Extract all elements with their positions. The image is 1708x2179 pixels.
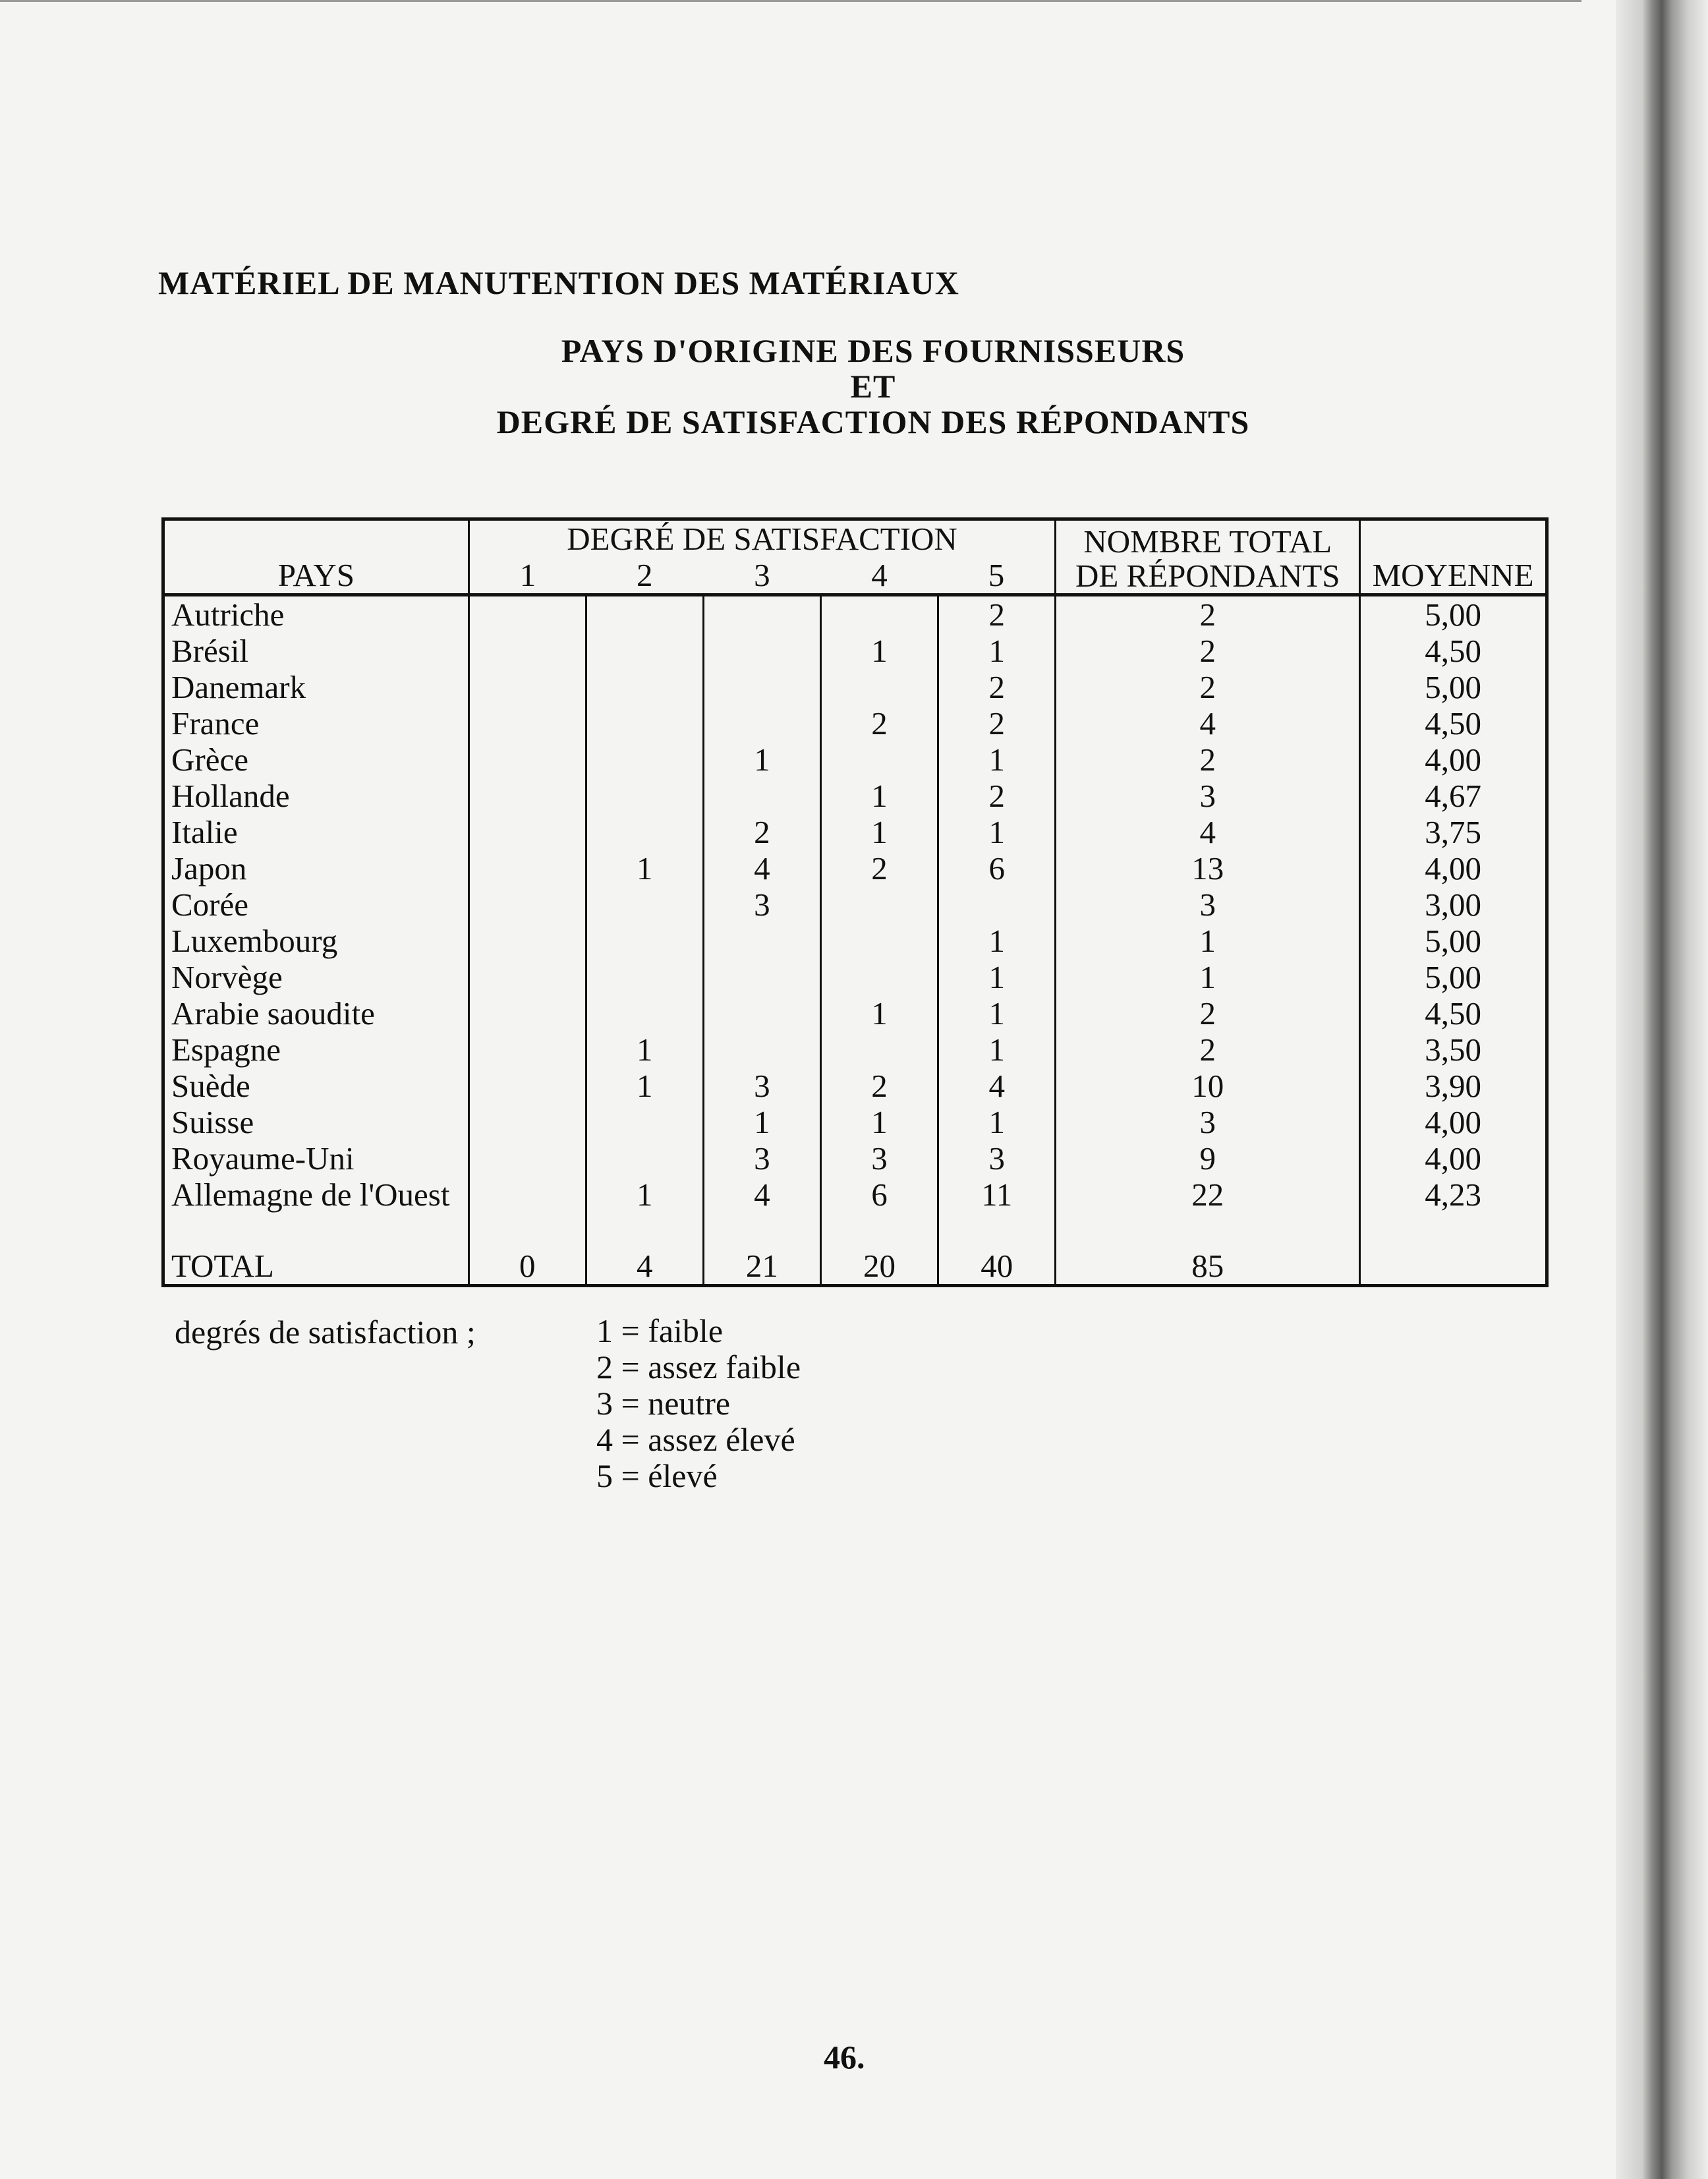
legend-item: 3 = neutre	[596, 1385, 731, 1422]
cell-level-3: 1	[703, 1104, 820, 1140]
spacer-cell	[820, 1213, 938, 1244]
cell-level-5: 4	[938, 1068, 1056, 1104]
cell-level-3	[703, 778, 820, 814]
table-row	[163, 741, 1547, 778]
cell-level-2	[586, 595, 703, 633]
header-level-1: 1	[469, 557, 586, 595]
cell-level-5: 1	[938, 633, 1056, 669]
subtitle-line-1: PAYS D'ORIGINE DES FOURNISSEURS	[561, 332, 1185, 369]
cell-level-3: 3	[703, 886, 820, 923]
page-number: 46.	[824, 2039, 865, 2076]
cell-level-3	[703, 959, 820, 995]
cell-total: 3	[1056, 778, 1360, 814]
cell-level-4: 20	[820, 1244, 938, 1286]
table-row	[163, 886, 1547, 923]
header-total	[1056, 519, 1360, 595]
spacer-cell	[1360, 1213, 1547, 1244]
cell-pays: Luxembourg	[163, 923, 469, 959]
header-total-line1: NOMBRE TOTAL	[1083, 523, 1332, 560]
legend-item: 2 = assez faible	[596, 1349, 801, 1385]
cell-pays: Hollande	[163, 778, 469, 814]
table-row	[163, 850, 1547, 886]
cell-pays: Allemagne de l'Ouest	[163, 1177, 469, 1213]
cell-level-5: 1	[938, 1104, 1056, 1140]
cell-level-2	[586, 1104, 703, 1140]
cell-level-4: 1	[820, 1104, 938, 1140]
cell-level-3: 2	[703, 814, 820, 850]
cell-level-3	[703, 923, 820, 959]
cell-level-4: 1	[820, 633, 938, 669]
cell-moyenne: 4,67	[1425, 778, 1481, 814]
cell-level-5: 1	[938, 741, 1056, 778]
cell-moyenne: 4,00	[1425, 850, 1481, 886]
header-level-2: 2	[586, 557, 703, 595]
cell-level-2: 1	[586, 1177, 703, 1213]
cell-pays: Royaume-Uni	[163, 1140, 469, 1177]
cell-level-5	[938, 886, 1056, 923]
cell-pays: Suède	[163, 1068, 469, 1104]
cell-total: 2	[1056, 995, 1360, 1031]
spacer-cell	[703, 1213, 820, 1244]
cell-level-2	[586, 669, 703, 705]
cell-level-1: 0	[469, 1244, 586, 1286]
table-row	[163, 1031, 1547, 1068]
cell-level-4	[820, 669, 938, 705]
header-total-line2: DE RÉPONDANTS	[1075, 558, 1340, 594]
cell-pays: Arabie saoudite	[163, 995, 469, 1031]
cell-moyenne: 3,90	[1425, 1068, 1481, 1104]
cell-level-4	[820, 741, 938, 778]
cell-pays: Danemark	[163, 669, 469, 705]
cell-level-4: 6	[820, 1177, 938, 1213]
spacer-cell	[1056, 1213, 1360, 1244]
cell-level-5: 3	[938, 1140, 1056, 1177]
cell-level-2	[586, 633, 703, 669]
cell-pays: Italie	[163, 814, 469, 850]
cell-pays: Japon	[163, 850, 469, 886]
cell-level-3: 3	[703, 1068, 820, 1104]
cell-level-1	[469, 886, 586, 923]
cell-level-4: 2	[820, 1068, 938, 1104]
main-title: MATÉRIEL DE MANUTENTION DES MATÉRIAUX	[158, 264, 959, 301]
cell-level-4: 3	[820, 1140, 938, 1177]
spacer-cell	[586, 1213, 703, 1244]
table-row	[163, 595, 1547, 633]
cell-moyenne: 4,00	[1425, 1140, 1481, 1177]
top-border	[0, 0, 1581, 2]
header-moyenne-label: MOYENNE	[1372, 557, 1534, 593]
cell-total: 85	[1056, 1244, 1360, 1286]
table-row	[163, 705, 1547, 741]
cell-level-4: 1	[820, 995, 938, 1031]
cell-level-4: 1	[820, 778, 938, 814]
cell-level-5: 1	[938, 995, 1056, 1031]
table-row	[163, 1104, 1547, 1140]
header-pays	[163, 519, 469, 595]
cell-level-1	[469, 778, 586, 814]
cell-level-4: 2	[820, 705, 938, 741]
legend-item: 4 = assez élevé	[596, 1421, 795, 1458]
header-moyenne	[1360, 519, 1547, 595]
satisfaction-table	[161, 517, 1549, 1287]
cell-level-2	[586, 705, 703, 741]
cell-moyenne: 4,00	[1425, 1104, 1481, 1140]
header-pays-label: PAYS	[277, 557, 355, 593]
cell-moyenne: 5,00	[1425, 596, 1481, 633]
cell-level-2: 4	[586, 1244, 703, 1286]
cell-pays: TOTAL	[163, 1244, 469, 1286]
cell-total: 9	[1056, 1140, 1360, 1177]
cell-level-1	[469, 633, 586, 669]
cell-level-3	[703, 1031, 820, 1068]
table-row	[163, 995, 1547, 1031]
cell-total: 2	[1056, 595, 1360, 633]
cell-level-5: 2	[938, 595, 1056, 633]
cell-level-1	[469, 595, 586, 633]
cell-pays: Espagne	[163, 1031, 469, 1068]
cell-level-5: 1	[938, 1031, 1056, 1068]
legend-list	[596, 1313, 801, 1494]
cell-level-1	[469, 814, 586, 850]
total-row	[163, 1244, 1547, 1286]
cell-moyenne	[1360, 1244, 1547, 1286]
cell-pays: Norvège	[163, 959, 469, 995]
cell-level-5: 2	[938, 669, 1056, 705]
cell-level-2	[586, 959, 703, 995]
legend-item: 1 = faible	[596, 1312, 724, 1349]
cell-level-1	[469, 923, 586, 959]
cell-total: 2	[1056, 1031, 1360, 1068]
cell-level-2	[586, 886, 703, 923]
cell-total: 2	[1056, 669, 1360, 705]
cell-level-1	[469, 850, 586, 886]
cell-moyenne: 4,00	[1425, 741, 1481, 778]
table-row	[163, 814, 1547, 850]
cell-total: 2	[1056, 633, 1360, 669]
cell-level-3: 3	[703, 1140, 820, 1177]
table-row	[163, 923, 1547, 959]
cell-level-1	[469, 1140, 586, 1177]
cell-level-2	[586, 923, 703, 959]
cell-level-2: 1	[586, 850, 703, 886]
cell-level-4	[820, 1031, 938, 1068]
cell-total: 4	[1056, 705, 1360, 741]
cell-pays: Corée	[163, 886, 469, 923]
cell-level-1	[469, 1068, 586, 1104]
cell-level-4	[820, 923, 938, 959]
cell-level-2	[586, 1140, 703, 1177]
cell-level-3: 4	[703, 850, 820, 886]
spacer-cell	[163, 1213, 469, 1244]
legend-item: 5 = élevé	[596, 1457, 718, 1494]
cell-moyenne: 4,50	[1425, 995, 1481, 1031]
table-body	[163, 595, 1547, 1286]
header-level-3: 3	[703, 557, 820, 595]
cell-level-5: 1	[938, 814, 1056, 850]
cell-level-1	[469, 1177, 586, 1213]
subtitle-line-3: DEGRÉ DE SATISFACTION DES RÉPONDANTS	[496, 403, 1250, 440]
header-level-5: 5	[938, 557, 1056, 595]
cell-moyenne: 4,23	[1425, 1177, 1481, 1213]
cell-level-3	[703, 669, 820, 705]
cell-total: 10	[1056, 1068, 1360, 1104]
table-row	[163, 1177, 1547, 1213]
cell-level-3	[703, 595, 820, 633]
cell-total: 4	[1056, 814, 1360, 850]
cell-level-1	[469, 995, 586, 1031]
spacer-cell	[469, 1213, 586, 1244]
cell-level-2	[586, 778, 703, 814]
cell-moyenne: 5,00	[1425, 923, 1481, 959]
subtitle-block	[461, 333, 1285, 440]
table-row	[163, 669, 1547, 705]
cell-level-5: 2	[938, 778, 1056, 814]
table-row	[163, 778, 1547, 814]
cell-pays: Grèce	[163, 741, 469, 778]
cell-level-2	[586, 995, 703, 1031]
header-degre: DEGRÉ DE SATISFACTION	[567, 521, 957, 557]
cell-level-4: 1	[820, 814, 938, 850]
page-binding-edge	[1616, 0, 1708, 2179]
cell-level-3: 21	[703, 1244, 820, 1286]
cell-level-5: 6	[938, 850, 1056, 886]
header-level-4: 4	[820, 557, 938, 595]
cell-pays: France	[163, 705, 469, 741]
cell-pays: Brésil	[163, 633, 469, 669]
cell-total: 3	[1056, 1104, 1360, 1140]
cell-level-2: 1	[586, 1068, 703, 1104]
cell-total: 13	[1056, 850, 1360, 886]
cell-level-3	[703, 995, 820, 1031]
table-row	[163, 959, 1547, 995]
cell-level-5: 40	[938, 1244, 1056, 1286]
cell-level-3	[703, 705, 820, 741]
cell-level-5: 11	[938, 1177, 1056, 1213]
cell-level-1	[469, 1031, 586, 1068]
table-row	[163, 1140, 1547, 1177]
cell-level-5: 1	[938, 923, 1056, 959]
cell-moyenne: 3,50	[1425, 1031, 1481, 1068]
cell-level-4	[820, 886, 938, 923]
cell-level-4	[820, 595, 938, 633]
cell-level-3: 1	[703, 741, 820, 778]
cell-moyenne: 5,00	[1425, 959, 1481, 995]
cell-level-5: 2	[938, 705, 1056, 741]
cell-level-3	[703, 633, 820, 669]
spacer-row	[163, 1213, 1547, 1244]
cell-total: 3	[1056, 886, 1360, 923]
cell-pays: Suisse	[163, 1104, 469, 1140]
cell-level-1	[469, 959, 586, 995]
cell-level-1	[469, 705, 586, 741]
cell-level-5: 1	[938, 959, 1056, 995]
table-row	[163, 633, 1547, 669]
cell-moyenne: 3,75	[1425, 814, 1481, 850]
cell-moyenne: 4,50	[1425, 633, 1481, 669]
cell-moyenne: 5,00	[1425, 669, 1481, 705]
cell-level-2: 1	[586, 1031, 703, 1068]
cell-moyenne: 4,50	[1425, 705, 1481, 741]
cell-total: 2	[1056, 741, 1360, 778]
cell-level-3: 4	[703, 1177, 820, 1213]
cell-level-2	[586, 741, 703, 778]
cell-total: 1	[1056, 923, 1360, 959]
table-row	[163, 1068, 1547, 1104]
cell-level-2	[586, 814, 703, 850]
cell-total: 1	[1056, 959, 1360, 995]
cell-pays: Autriche	[163, 595, 469, 633]
cell-level-4	[820, 959, 938, 995]
cell-level-1	[469, 669, 586, 705]
cell-total: 22	[1056, 1177, 1360, 1213]
cell-level-1	[469, 741, 586, 778]
cell-moyenne: 3,00	[1425, 886, 1481, 923]
spacer-cell	[938, 1213, 1056, 1244]
cell-level-1	[469, 1104, 586, 1140]
cell-level-4: 2	[820, 850, 938, 886]
legend-label: degrés de satisfaction ;	[175, 1314, 476, 1351]
subtitle-line-2: ET	[850, 368, 896, 405]
